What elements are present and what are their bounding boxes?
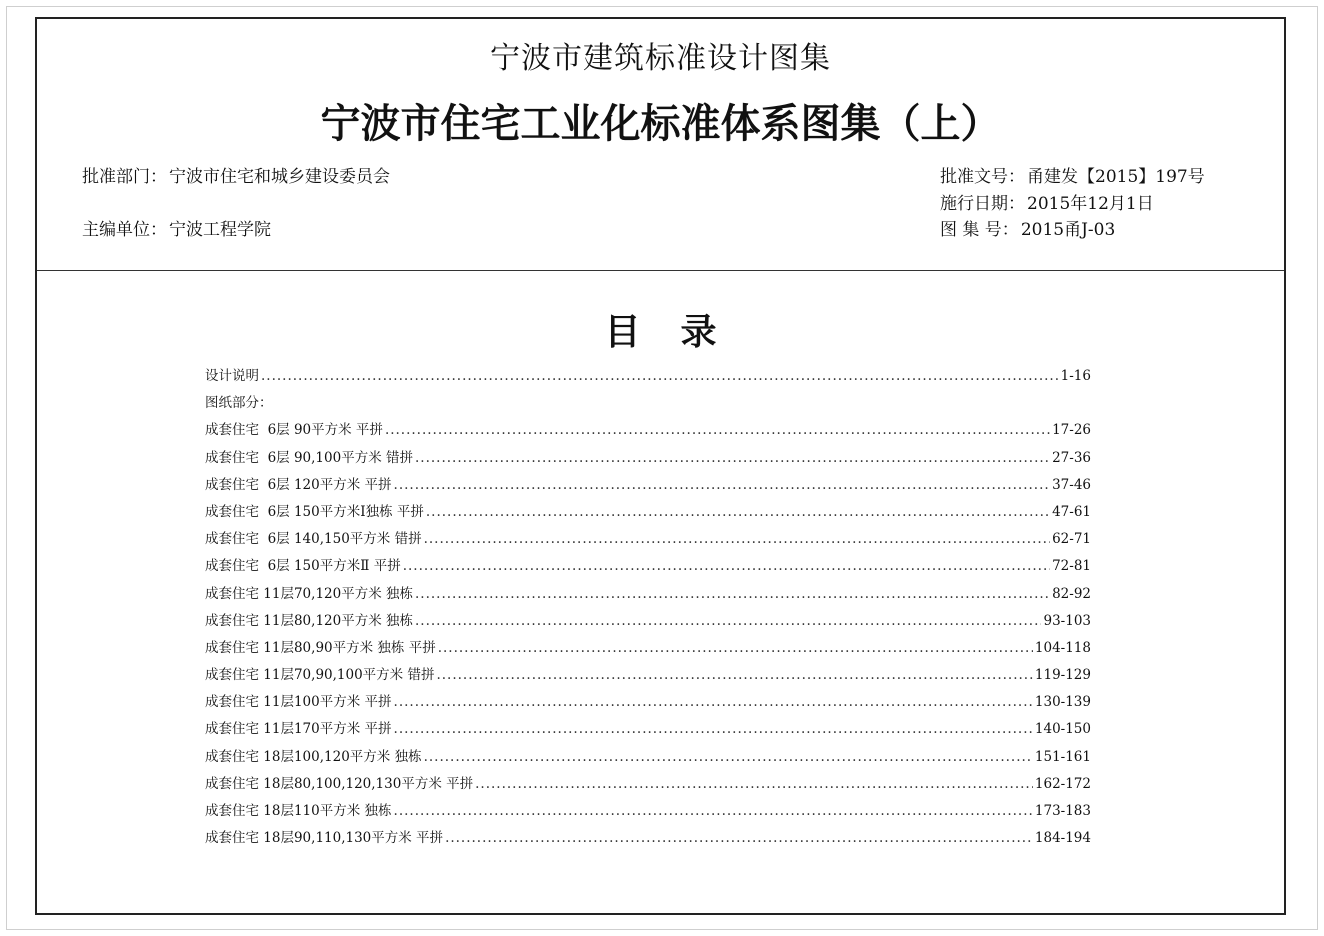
toc-entry-text: 成套住宅 18层90,110,130平方米 平拼: [205, 830, 444, 847]
toc-row: [205, 526, 1091, 553]
main-title: 宁波市住宅工业化标准体系图集（上）: [320, 101, 1001, 147]
toc-entry-text: 成套住宅 6层 140,150平方米 错拼: [205, 531, 422, 548]
toc-dot-leader: [475, 771, 1033, 798]
approval-dept: [82, 162, 390, 187]
toc-entry-text: 成套住宅 6层 150平方米Ⅰ独栋 平拼: [205, 503, 424, 520]
toc-page-range: 173-183: [1034, 803, 1091, 819]
toc-page-range: 130-139: [1034, 694, 1091, 711]
toc-entry-text: 图纸部分：: [205, 395, 273, 412]
toc-page-range: 1-16: [1060, 368, 1091, 384]
toc-row: [205, 689, 1091, 716]
toc-row: [205, 472, 1091, 499]
editor-unit: [82, 215, 271, 240]
toc-page-range: 47-61: [1052, 503, 1091, 520]
toc-page-range: 162-172: [1034, 775, 1091, 792]
toc-entry-text: 成套住宅 6层 90平方米 平拼: [205, 422, 383, 439]
toc-dot-leader: [261, 363, 1059, 390]
toc-page-range: 82-92: [1052, 585, 1091, 602]
toc-entry-text: 成套住宅 11层80,90平方米 独栋 平拼: [205, 639, 436, 656]
approval-dept-value: 宁波市住宅和城乡建设委员会: [169, 167, 390, 187]
toc-entry-text: 成套住宅 11层70,90,100平方米 错拼: [205, 667, 435, 684]
toc-row: [205, 363, 1091, 390]
editor-value: 宁波工程学院: [169, 220, 271, 240]
toc-entry-text: 成套住宅 11层170平方米 平拼: [205, 721, 392, 738]
toc-dot-leader: [415, 445, 1050, 472]
toc-entry-text: 成套住宅 6层 120平方米 平拼: [205, 476, 392, 493]
toc-entry-text: 成套住宅 18层100,120平方米 独栋: [205, 748, 422, 765]
toc-dot-leader: [445, 825, 1033, 852]
toc-row: [205, 390, 1091, 417]
toc-row: [205, 635, 1091, 662]
toc-entry-text: 成套住宅 6层 90,100平方米 错拼: [205, 449, 413, 466]
drawing-sheet: [35, 17, 1286, 915]
toc-dot-leader: [385, 417, 1050, 444]
toc-page-range: 140-150: [1034, 721, 1091, 738]
atlas-no-value: 2015甬J-03: [1020, 220, 1116, 240]
toc-row: [205, 499, 1091, 526]
toc-entry-text: 成套住宅 18层80,100,120,130平方米 平拼: [205, 775, 474, 792]
toc-page-range: 119-129: [1034, 667, 1091, 684]
toc-page-range: 104-118: [1034, 639, 1091, 656]
toc-row: [205, 608, 1091, 635]
toc-dot-leader: [424, 744, 1033, 771]
toc-page-range: 93-103: [1043, 612, 1091, 629]
approval-dept-label: 批准部门：: [82, 167, 167, 187]
toc-row: [205, 771, 1091, 798]
toc-page-range: 37-46: [1052, 476, 1091, 493]
toc-dot-leader: [394, 689, 1033, 716]
approval-no-value: 甬建发【2015】197号: [1027, 167, 1205, 187]
toc-row: [205, 744, 1091, 771]
effective-date-label: 施行日期：: [940, 194, 1025, 214]
series-title: 宁波市建筑标准设计图集: [490, 41, 831, 76]
toc-entry-text: 成套住宅 11层70,120平方米 独栋: [205, 585, 413, 602]
toc-dot-leader: [394, 798, 1033, 825]
toc-row: [205, 798, 1091, 825]
toc-row: [205, 716, 1091, 743]
toc-page-range: 27-36: [1052, 449, 1091, 466]
toc-page-range: 184-194: [1034, 830, 1091, 847]
atlas-no-label: 图 集 号：: [940, 220, 1019, 240]
toc-row: [205, 417, 1091, 444]
toc-dot-leader: [415, 581, 1050, 608]
toc-dot-leader: [415, 608, 1041, 635]
toc-entry-text: 成套住宅 11层100平方米 平拼: [205, 694, 392, 711]
toc-entry-text: 成套住宅 18层110平方米 独栋: [205, 803, 392, 819]
toc-dot-leader: [436, 662, 1032, 689]
toc-title: 目录: [604, 312, 757, 353]
approval-no-label: 批准文号：: [940, 167, 1025, 187]
toc-row: [205, 825, 1091, 852]
effective-date: [940, 189, 1154, 214]
toc-dot-leader: [394, 716, 1033, 743]
effective-date-value: 2015年12月1日: [1027, 194, 1154, 214]
toc-dot-leader: [394, 472, 1051, 499]
editor-label: 主编单位：: [82, 220, 167, 240]
toc-entry-text: 成套住宅 11层80,120平方米 独栋: [205, 612, 413, 629]
toc-dot-leader: [403, 553, 1050, 580]
toc-dot-leader: [426, 499, 1050, 526]
toc-entry-text: 成套住宅 6层 150平方米Ⅱ 平拼: [205, 558, 401, 575]
toc-row: [205, 662, 1091, 689]
toc-page-range: 17-26: [1052, 422, 1091, 439]
title-block: [37, 19, 1284, 271]
toc-page-range: 62-71: [1052, 531, 1091, 548]
toc-row: [205, 581, 1091, 608]
approval-number: [940, 162, 1205, 187]
toc-dot-leader: [424, 526, 1050, 553]
toc-entry-text: 设计说明: [205, 368, 259, 384]
atlas-number: [940, 215, 1115, 240]
toc-dot-leader: [438, 635, 1033, 662]
toc-page-range: 72-81: [1052, 558, 1091, 575]
toc-list: [205, 363, 1091, 852]
toc-row: [205, 445, 1091, 472]
toc-page-range: 151-161: [1034, 748, 1091, 765]
toc-row: [205, 553, 1091, 580]
